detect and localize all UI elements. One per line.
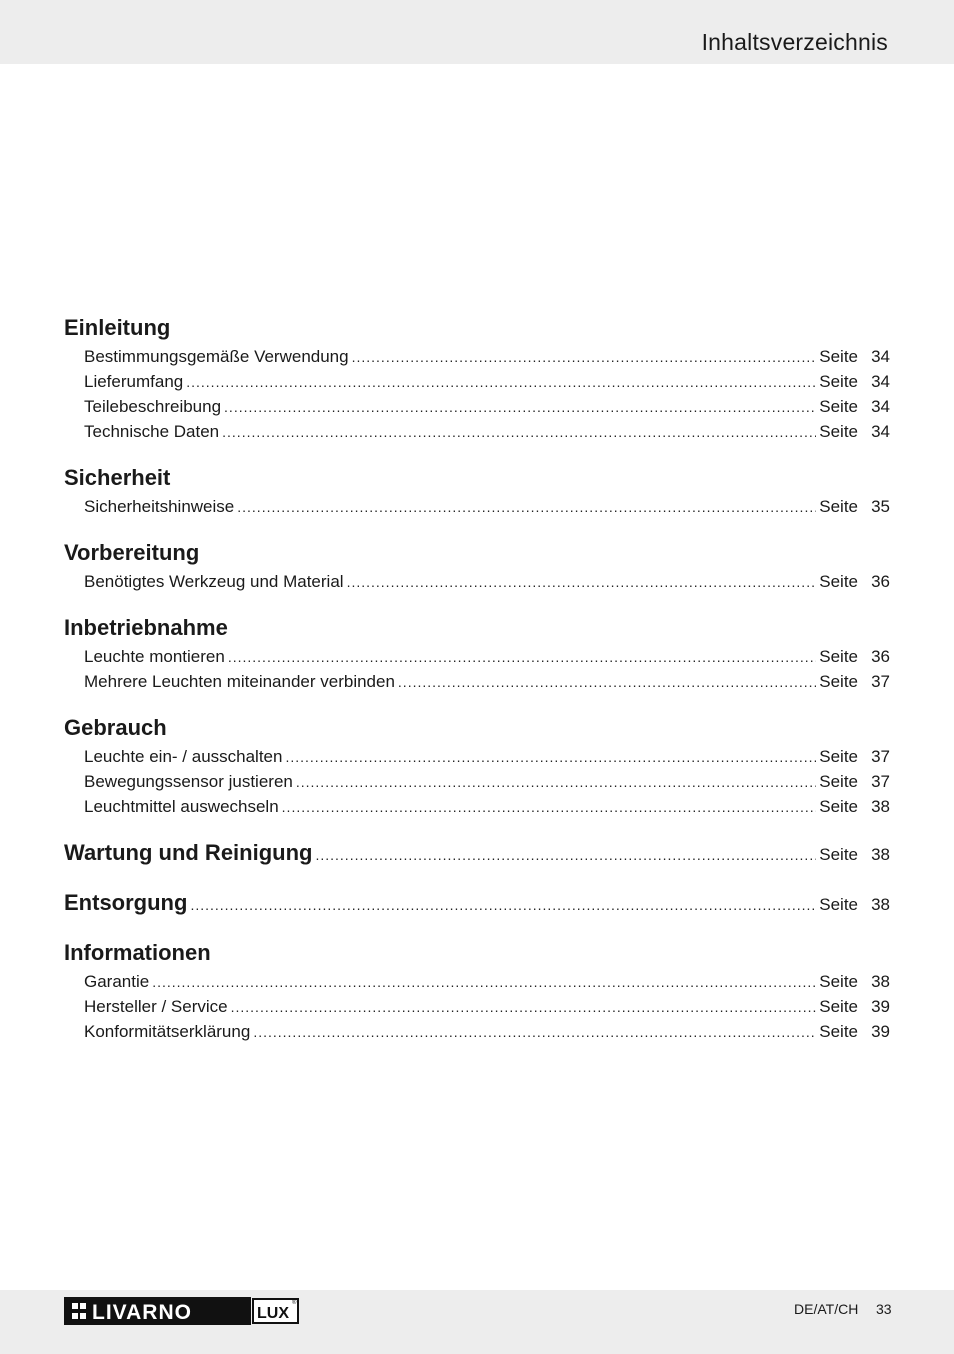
toc-entry-label: Leuchtmittel auswechseln: [84, 797, 279, 816]
toc-entry-label: Sicherheitshinweise: [84, 497, 235, 516]
footer-language-codes: DE/AT/CH: [794, 1301, 859, 1317]
dot-leader: [224, 395, 816, 420]
toc-entry-page: 35: [871, 497, 890, 516]
toc-section-inbetriebnahme: [64, 612, 890, 694]
table-of-contents: [64, 312, 890, 1062]
toc-entry-page: 38: [871, 895, 890, 914]
toc-entry-label: Teilebeschreibung: [84, 397, 222, 416]
dot-leader: [186, 370, 816, 395]
dot-leader: [347, 570, 817, 595]
toc-section-wartung[interactable]: [64, 837, 890, 869]
page-word: Seite: [819, 647, 858, 666]
toc-entry-page: 39: [871, 997, 890, 1016]
page-word: Seite: [819, 845, 858, 864]
logo-square-mark: [80, 1303, 86, 1309]
toc-entry[interactable]: [64, 394, 890, 419]
toc-section-einleitung: [64, 312, 890, 444]
page-word: Seite: [819, 572, 858, 591]
toc-entry-page: 36: [871, 572, 890, 591]
toc-entry-page: 34: [871, 372, 890, 391]
page-word: Seite: [819, 972, 858, 991]
dot-leader: [296, 770, 816, 795]
toc-entry-label: Hersteller / Service: [84, 997, 228, 1016]
toc-section-vorbereitung: [64, 537, 890, 594]
toc-section-sicherheit: [64, 462, 890, 519]
toc-entry[interactable]: [64, 744, 890, 769]
toc-entry-page: 37: [871, 772, 890, 791]
toc-entry-page: 39: [871, 1022, 890, 1041]
page-word: Seite: [819, 422, 858, 441]
dot-leader: [285, 745, 816, 770]
toc-entry-label: Garantie: [84, 972, 150, 991]
toc-entry-page: 37: [871, 672, 890, 691]
logo-square-mark: [72, 1303, 78, 1309]
logo-square-mark: [72, 1313, 78, 1319]
toc-entry-label: Lieferumfang: [84, 372, 184, 391]
toc-entry-page: 34: [871, 347, 890, 366]
logo-brand-text: LIVARNO: [92, 1301, 192, 1324]
page-word: Seite: [819, 372, 858, 391]
page-word: Seite: [819, 672, 858, 691]
page-title: Inhaltsverzeichnis: [701, 29, 888, 55]
toc-entry[interactable]: [64, 994, 890, 1019]
section-title: Einleitung: [64, 315, 171, 340]
toc-section-entsorgung[interactable]: [64, 887, 890, 919]
toc-entry-page: 38: [871, 797, 890, 816]
toc-entry[interactable]: [64, 419, 890, 444]
toc-entry[interactable]: [64, 494, 890, 519]
toc-entry[interactable]: [64, 369, 890, 394]
dot-leader: [352, 345, 817, 370]
footer-page-number: 33: [876, 1301, 892, 1317]
toc-entry[interactable]: [64, 969, 890, 994]
dot-leader: [398, 670, 816, 695]
livarno-lux-logo: [64, 1297, 300, 1325]
dot-leader: [237, 495, 816, 520]
toc-entry-label: Bewegungssensor justieren: [84, 772, 293, 791]
page-word: Seite: [819, 347, 858, 366]
logo-registered-mark: ®: [292, 1300, 297, 1306]
toc-entry-page: 34: [871, 422, 890, 441]
toc-entry[interactable]: [64, 669, 890, 694]
dot-leader: [190, 889, 816, 921]
page-word: Seite: [819, 772, 858, 791]
logo-square-mark: [80, 1313, 86, 1319]
dot-leader: [228, 645, 816, 670]
toc-entry-page: 38: [871, 845, 890, 864]
toc-entry-page: 37: [871, 747, 890, 766]
page-word: Seite: [819, 747, 858, 766]
toc-entry-page: 36: [871, 647, 890, 666]
section-title: Gebrauch: [64, 715, 167, 740]
dot-leader: [282, 795, 817, 820]
toc-entry-page: 34: [871, 397, 890, 416]
page-word: Seite: [819, 895, 858, 914]
section-title: Wartung und Reinigung: [64, 840, 313, 865]
page-word: Seite: [819, 397, 858, 416]
toc-entry-label: Bestimmungsgemäße Verwendung: [84, 347, 349, 366]
toc-section-informationen: [64, 937, 890, 1044]
page-word: Seite: [819, 997, 858, 1016]
dot-leader: [152, 970, 816, 995]
dot-leader: [253, 1020, 816, 1045]
dot-leader: [315, 839, 816, 871]
toc-entry-page: 38: [871, 972, 890, 991]
toc-entry-label: Leuchte ein- / ausschalten: [84, 747, 283, 766]
logo-lux-text: LUX: [257, 1305, 289, 1322]
dot-leader: [222, 420, 816, 445]
toc-entry[interactable]: [64, 794, 890, 819]
toc-entry-label: Konformitätserklärung: [84, 1022, 251, 1041]
toc-entry[interactable]: [64, 569, 890, 594]
page-word: Seite: [819, 1022, 858, 1041]
section-title: Vorbereitung: [64, 540, 200, 565]
page-word: Seite: [819, 497, 858, 516]
toc-section-gebrauch: [64, 712, 890, 819]
toc-entry-label: Technische Daten: [84, 422, 220, 441]
toc-entry[interactable]: [64, 1019, 890, 1044]
section-title: Inbetriebnahme: [64, 615, 228, 640]
dot-leader: [231, 995, 817, 1020]
toc-entry[interactable]: [64, 769, 890, 794]
section-title: Sicherheit: [64, 465, 171, 490]
toc-entry-label: Benötigtes Werkzeug und Material: [84, 572, 344, 591]
toc-entry[interactable]: [64, 644, 890, 669]
toc-entry-label: Mehrere Leuchten miteinander verbinden: [84, 672, 395, 691]
section-title: Entsorgung: [64, 890, 188, 915]
page-word: Seite: [819, 797, 858, 816]
toc-entry[interactable]: [64, 344, 890, 369]
section-title: Informationen: [64, 940, 211, 965]
toc-entry-label: Leuchte montieren: [84, 647, 225, 666]
